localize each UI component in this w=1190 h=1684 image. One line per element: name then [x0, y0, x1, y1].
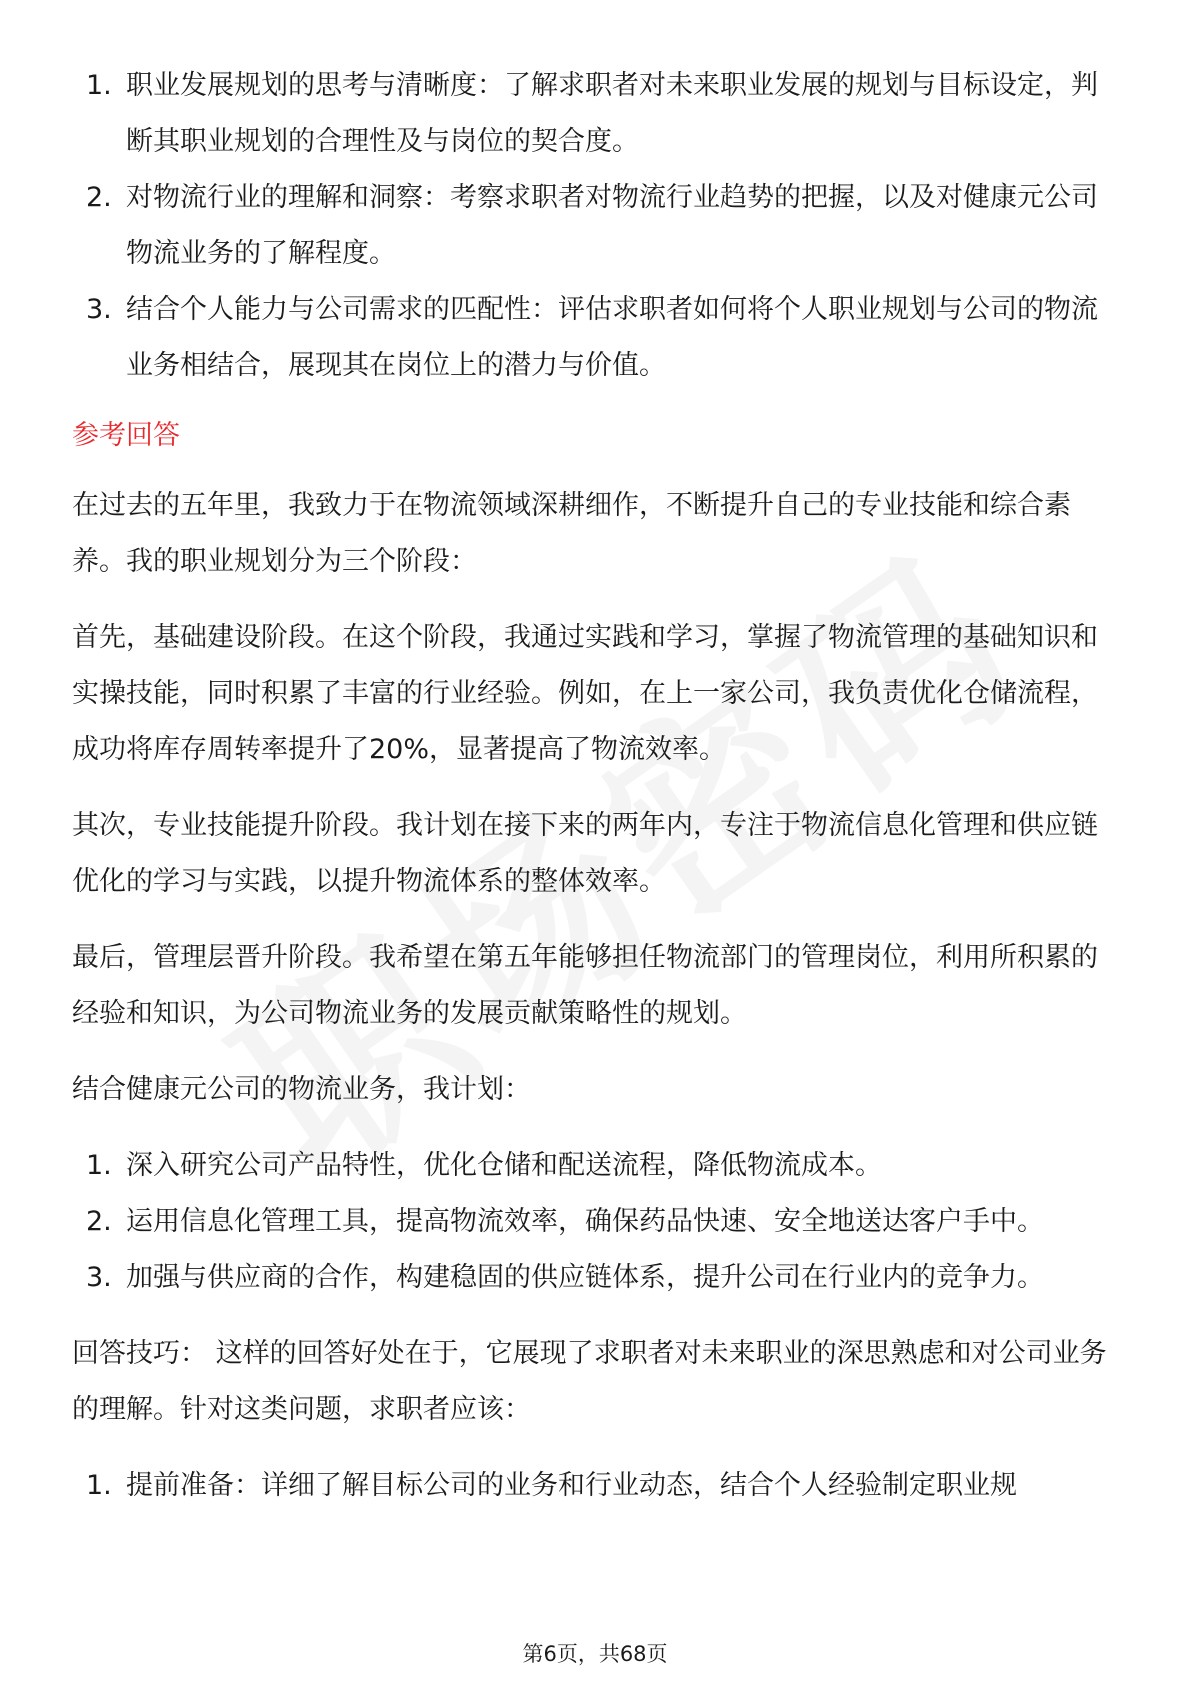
- list-item: [72, 1250, 1122, 1306]
- evaluation-points-list: [72, 58, 1122, 394]
- list-number: 1.: [86, 1150, 112, 1181]
- paragraph: 首先，基础建设阶段。在这个阶段，我通过实践和学习，掌握了物流管理的基础知识和实操技能，同时积累了丰富的行业经验。例如，在上一家公司，我负责优化仓储流程，成功将库存周转率提升了20%，显著提高了物流效率。: [72, 622, 1098, 765]
- reference-answer-heading: 参考回答: [72, 420, 180, 451]
- paragraph: 结合健康元公司的物流业务，我计划：: [72, 1074, 531, 1105]
- list-number: 2.: [86, 182, 112, 213]
- list-item: [72, 58, 1122, 170]
- list-text: 运用信息化管理工具，提高物流效率，确保药品快速、安全地送达客户手中。: [126, 1206, 1044, 1237]
- page-number-footer: 第6页，共68页: [522, 1642, 668, 1666]
- list-item: [72, 170, 1122, 282]
- plan-list: [72, 1138, 1122, 1306]
- list-number: 1.: [86, 1470, 112, 1501]
- list-item: [72, 1138, 1122, 1194]
- list-text: 提前准备：详细了解目标公司的业务和行业动态，结合个人经验制定职业规: [126, 1470, 1017, 1501]
- paragraph: 其次，专业技能提升阶段。我计划在接下来的两年内，专注于物流信息化管理和供应链优化的学习与实践，以提升物流体系的整体效率。: [72, 810, 1098, 897]
- list-number: 2.: [86, 1206, 112, 1237]
- list-text: 深入研究公司产品特性，优化仓储和配送流程，降低物流成本。: [126, 1150, 882, 1181]
- list-text: 结合个人能力与公司需求的匹配性：评估求职者如何将个人职业规划与公司的物流业务相结合，展现其在岗位上的潜力与价值。: [126, 294, 1098, 381]
- paragraph: 最后，管理层晋升阶段。我希望在第五年能够担任物流部门的管理岗位，利用所积累的经验和知识，为公司物流业务的发展贡献策略性的规划。: [72, 942, 1098, 1029]
- paragraph: 在过去的五年里，我致力于在物流领域深耕细作，不断提升自己的专业技能和综合素养。我的职业规划分为三个阶段：: [72, 490, 1071, 577]
- document-body: [72, 58, 1122, 1514]
- list-number: 3.: [86, 1262, 112, 1293]
- list-number: 3.: [86, 294, 112, 325]
- list-text: 对物流行业的理解和洞察：考察求职者对物流行业趋势的把握，以及对健康元公司物流业务的了解程度。: [126, 182, 1098, 269]
- list-item: [72, 1194, 1122, 1250]
- list-text: 职业发展规划的思考与清晰度：了解求职者对未来职业发展的规划与目标设定，判断其职业规划的合理性及与岗位的契合度。: [126, 70, 1098, 157]
- list-item: [72, 282, 1122, 394]
- list-number: 1.: [86, 70, 112, 101]
- list-item: [72, 1458, 1122, 1514]
- answer-tips-paragraph: 回答技巧： 这样的回答好处在于，它展现了求职者对未来职业的深思熟虑和对公司业务的理解。针对这类问题，求职者应该：: [72, 1338, 1107, 1425]
- tips-list: [72, 1458, 1122, 1514]
- list-text: 加强与供应商的合作，构建稳固的供应链体系，提升公司在行业内的竞争力。: [126, 1262, 1044, 1293]
